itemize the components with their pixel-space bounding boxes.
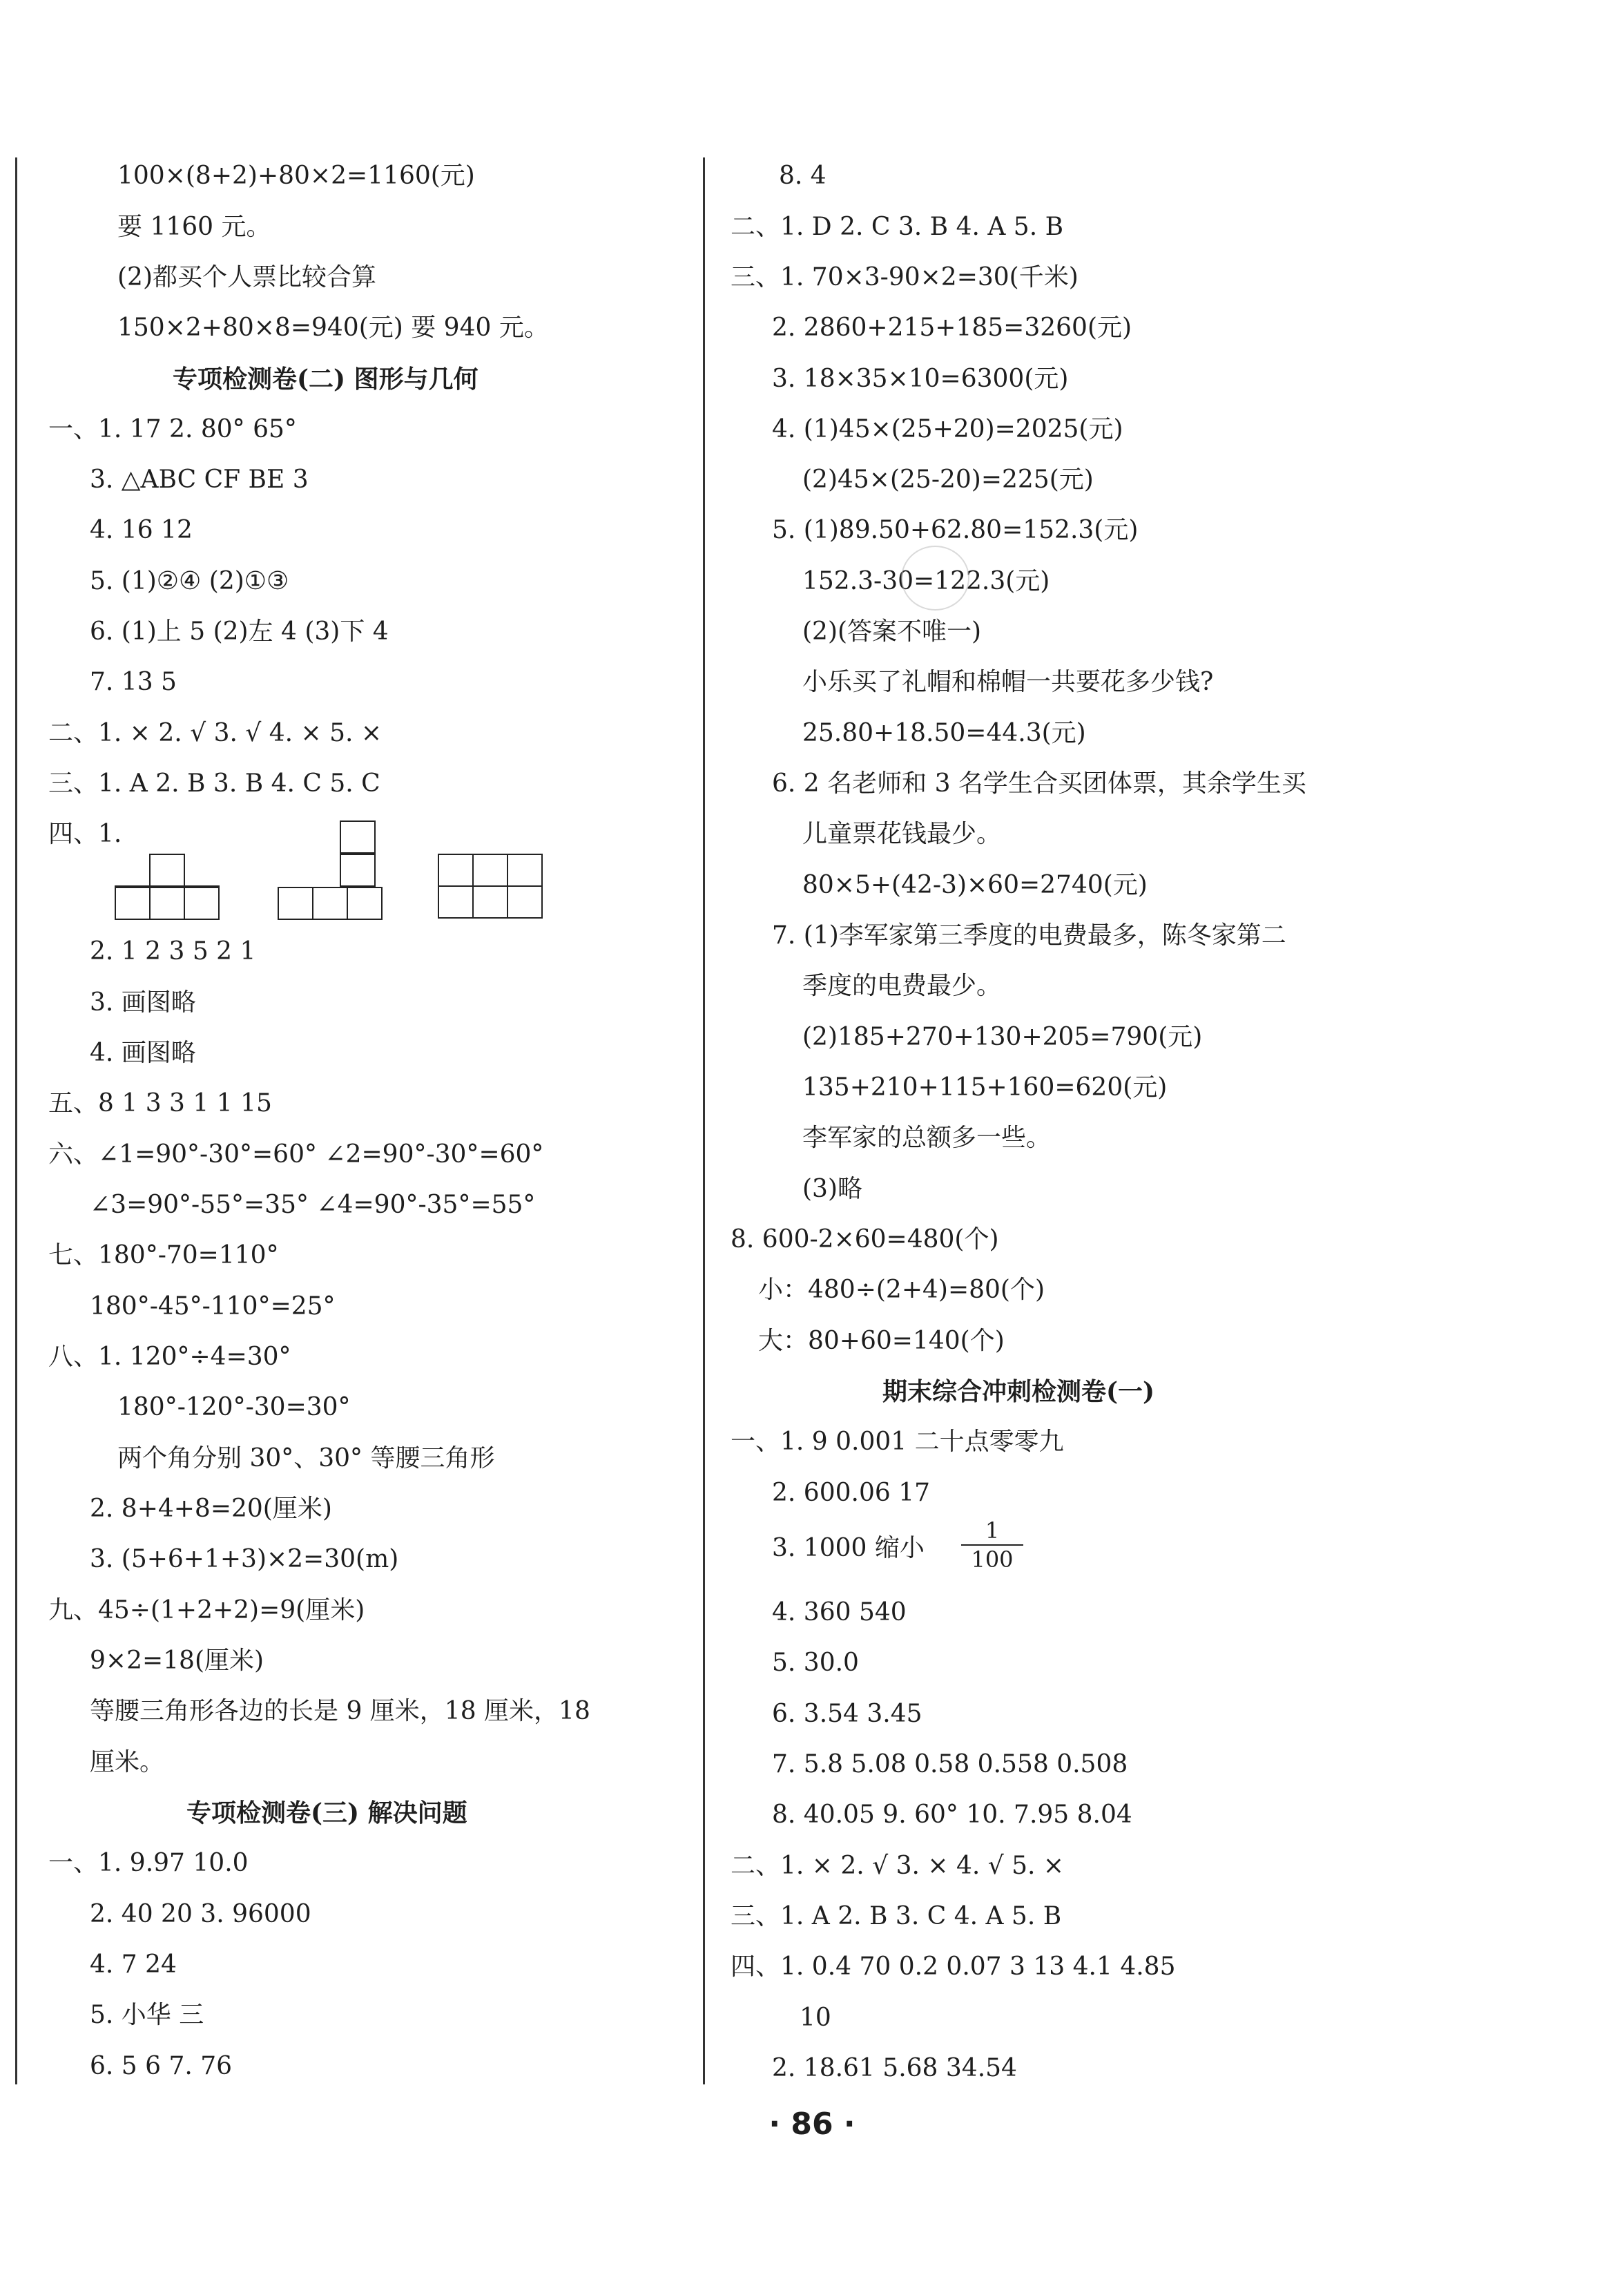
answer-line: 3. 画图略 <box>90 988 196 1017</box>
answer-line: 3. 1000 缩小 <box>772 1534 925 1562</box>
answer-line: 3. △ABC CF BE 3 <box>90 466 309 494</box>
answer-line: 2. 600.06 17 <box>772 1479 931 1507</box>
answer-line: 8. 4 <box>779 162 826 190</box>
section-heading: 期末综合冲刺检测卷(一) <box>882 1377 1155 1406</box>
answer-line: 三、1. 70×3-90×2=30(千米) <box>731 263 1079 291</box>
answer-line: (2)(答案不唯一) <box>802 617 982 646</box>
answer-line: (2)45×(25-20)=225(元) <box>802 466 1094 494</box>
answer-line: 4. (1)45×(25+20)=2025(元) <box>772 415 1123 443</box>
answer-line: 一、1. 9 0.001 二十点零零九 <box>731 1428 1064 1456</box>
answer-line: 7. 13 5 <box>90 668 177 696</box>
answer-line: 4. 16 12 <box>90 516 193 544</box>
answer-line: 150×2+80×8=940(元) 要 940 元。 <box>117 314 549 342</box>
answer-line: 两个角分别 30°、30° 等腰三角形 <box>117 1444 495 1472</box>
answer-line: 4. 360 540 <box>772 1598 907 1626</box>
answer-line: 6. 2 名老师和 3 名学生合买团体票，其余学生买 <box>772 769 1306 798</box>
view-drawing-left <box>278 820 406 920</box>
answer-line: (2)都买个人票比较合算 <box>117 263 376 291</box>
answer-line: 6. 5 6 7. 76 <box>90 2052 233 2080</box>
answer-line: 180°-120°-30=30° <box>117 1393 351 1421</box>
page-number: · 86 · <box>768 2107 856 2142</box>
answer-line: 152.3-30=122.3(元) <box>802 567 1050 595</box>
answer-line: 3. 18×35×10=6300(元) <box>772 365 1069 393</box>
answer-line: 4. 画图略 <box>90 1039 196 1067</box>
answer-line: 2. 40 20 3. 96000 <box>90 1900 311 1928</box>
section-heading: 专项检测卷(二) 图形与几何 <box>173 365 478 394</box>
answer-line: 小：480÷(2+4)=80(个) <box>758 1276 1045 1304</box>
answer-line: ∠3=90°-55°=35° ∠4=90°-35°=55° <box>90 1191 536 1219</box>
answer-line: 25.80+18.50=44.3(元) <box>802 719 1086 747</box>
answer-line: 三、1. A 2. B 3. C 4. A 5. B <box>731 1902 1062 1930</box>
answer-line: 季度的电费最少。 <box>802 972 1002 1000</box>
answer-line: 儿童票花钱最少。 <box>802 820 1002 848</box>
answer-line: 180°-45°-110°=25° <box>90 1292 336 1321</box>
answer-line: 八、1. 120°÷4=30° <box>48 1343 291 1371</box>
answer-line: 4. 7 24 <box>90 1950 177 1979</box>
answer-line: 6. 3.54 3.45 <box>772 1700 922 1728</box>
answer-line: 100×(8+2)+80×2=1160(元) <box>117 162 475 190</box>
answer-line: 大：80+60=140(个) <box>758 1327 1005 1355</box>
answer-line: 李军家的总额多一些。 <box>802 1124 1052 1152</box>
answer-line: 二、1. × 2. √ 3. × 4. √ 5. × <box>731 1852 1065 1880</box>
answer-line: 9×2=18(厘米) <box>90 1647 264 1675</box>
fraction-numerator: 1 <box>985 1517 1000 1544</box>
column-divider-rule <box>703 157 705 2084</box>
answer-line: 一、1. 17 2. 80° 65° <box>48 415 297 443</box>
answer-line: 2. 8+4+8=20(厘米) <box>90 1495 332 1523</box>
answer-line: 二、1. × 2. √ 3. √ 4. × 5. × <box>48 719 383 747</box>
answer-line: 一、1. 9.97 10.0 <box>48 1849 249 1877</box>
answer-line: 2. 2860+215+185=3260(元) <box>772 314 1132 342</box>
fraction-one-hundredth <box>961 1518 1023 1572</box>
answer-line: 三、1. A 2. B 3. B 4. C 5. C <box>48 769 380 798</box>
answer-line: 七、180°-70=110° <box>48 1241 279 1269</box>
answer-line: (3)略 <box>802 1175 862 1203</box>
answer-line: 2. 1 2 3 5 2 1 <box>90 937 256 966</box>
view-drawing-front <box>115 854 243 920</box>
answer-line: 7. 5.8 5.08 0.58 0.558 0.508 <box>772 1750 1128 1778</box>
answer-line: 5. 30.0 <box>772 1649 859 1677</box>
answer-line: 8. 40.05 9. 60° 10. 7.95 8.04 <box>772 1801 1132 1829</box>
answer-line: 135+210+115+160=620(元) <box>802 1073 1168 1102</box>
answer-line: 四、1. <box>48 820 122 848</box>
answer-line: 厘米。 <box>90 1748 165 1776</box>
left-margin-rule <box>15 157 17 2084</box>
answer-line: 7. (1)李军家第三季度的电费最多，陈冬家第二 <box>772 921 1286 950</box>
answer-line: 2. 18.61 5.68 34.54 <box>772 2054 1017 2082</box>
answer-line: 6. (1)上 5 (2)左 4 (3)下 4 <box>90 617 389 646</box>
answer-line: 要 1160 元。 <box>117 213 271 241</box>
answer-line: 四、1. 0.4 70 0.2 0.07 3 13 4.1 4.85 <box>731 1952 1176 1981</box>
fraction-denominator: 100 <box>971 1546 1014 1573</box>
view-drawing-top <box>438 854 548 920</box>
answer-line: 九、45÷(1+2+2)=9(厘米) <box>48 1596 365 1624</box>
answer-line: 3. (5+6+1+3)×2=30(m) <box>90 1545 399 1573</box>
answer-line: 等腰三角形各边的长是 9 厘米，18 厘米，18 <box>90 1697 590 1725</box>
answer-line: 8. 600-2×60=480(个) <box>731 1225 999 1254</box>
answer-line: 六、∠1=90°-30°=60° ∠2=90°-30°=60° <box>48 1140 544 1169</box>
answer-line: (2)185+270+130+205=790(元) <box>802 1023 1203 1051</box>
watermark-stamp-icon <box>901 546 969 611</box>
answer-line: 二、1. D 2. C 3. B 4. A 5. B <box>731 213 1064 241</box>
answer-line: 80×5+(42-3)×60=2740(元) <box>802 871 1148 899</box>
answer-line: 5. (1)②④ (2)①③ <box>90 567 289 595</box>
answer-line: 10 <box>800 2004 831 2032</box>
section-heading: 专项检测卷(三) 解决问题 <box>186 1798 467 1827</box>
answer-line: 小乐买了礼帽和棉帽一共要花多少钱? <box>802 668 1214 696</box>
answer-line: 5. (1)89.50+62.80=152.3(元) <box>772 516 1139 544</box>
answer-line: 五、8 1 3 3 1 1 15 <box>48 1089 272 1117</box>
answer-line: 5. 小华 三 <box>90 2001 204 2029</box>
